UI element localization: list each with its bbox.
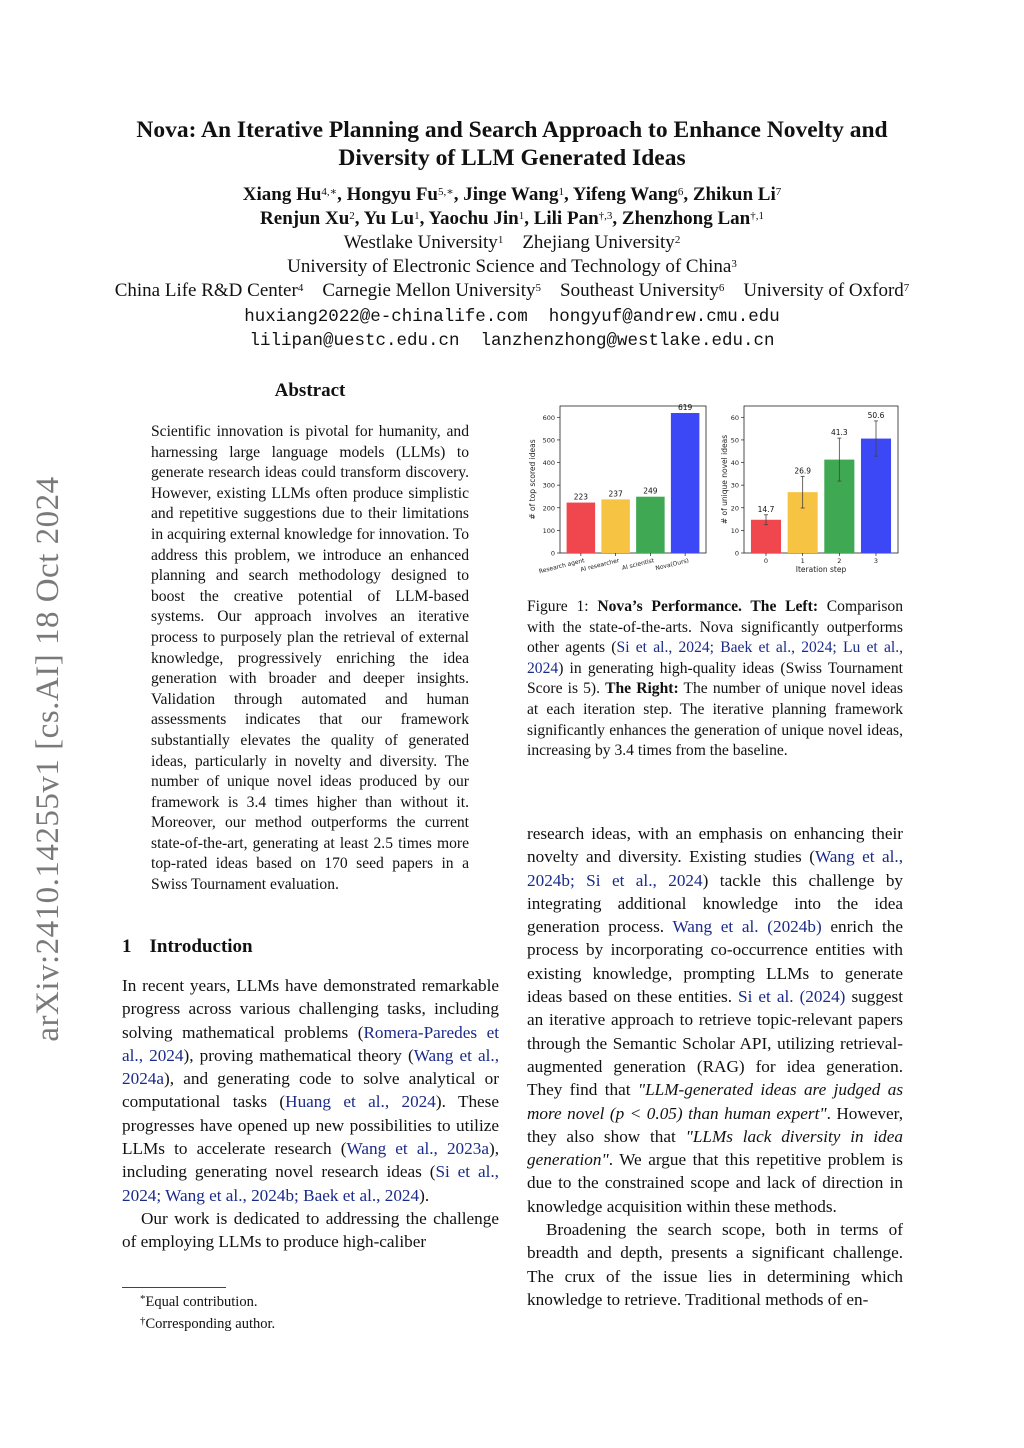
text-run: Figure 1:	[527, 598, 598, 615]
bar-nova-ours-	[671, 413, 700, 553]
list-entry-name: Jinge Wang	[463, 184, 559, 205]
figure-1-left-chart	[526, 400, 716, 575]
citation-link[interactable]: Wang et al., 2024a	[122, 1045, 499, 1089]
list-entry-name: Westlake University	[343, 232, 498, 253]
list-entry-sup: 6	[718, 282, 725, 294]
list-entry-name: China Life R&D Center	[114, 280, 298, 301]
x-tick-label: AI researcher	[579, 557, 621, 574]
data-label: 237	[608, 489, 623, 499]
data-label: 223	[573, 492, 589, 502]
data-label: 14.7	[757, 504, 775, 514]
citation-link[interactable]: Si et al., 2024; Wang et al., 2024b; Baek et al., 2024	[122, 1162, 499, 1205]
list-entry-sup: 5,∗	[438, 186, 454, 198]
bar-ai-researcher	[601, 499, 630, 553]
paper-title-line-2: Diversity of LLM Generated Ideas	[338, 145, 686, 171]
y-axis-label: # of unique novel ideas	[720, 434, 729, 525]
paragraph	[527, 822, 903, 1218]
list-entry-name: Xiang Hu	[242, 184, 322, 205]
emails-line-2: lilipan@uestc.edu.cn lanzhenzhong@westlake.edu.cn	[249, 331, 775, 351]
authors-line-1	[60, 183, 964, 207]
list-entry-sup: 7	[903, 282, 910, 294]
list-entry-sup: †,1	[750, 210, 764, 222]
text-run: ) tackle this challenge by integrating additional knowledge into the idea generation process.	[527, 870, 904, 937]
list-entry-sup: 7	[775, 186, 782, 198]
x-tick-label: AI scientist	[621, 557, 655, 572]
x-tick-label: Nova(Ours)	[654, 557, 690, 573]
y-tick-label: 400	[542, 459, 555, 468]
list-entry-name: Southeast University	[560, 280, 719, 301]
separator: ,	[453, 184, 464, 205]
separator: ,	[524, 208, 534, 229]
separator	[303, 280, 322, 301]
separator: ,	[337, 184, 347, 205]
section-title: Introduction	[149, 936, 253, 957]
text-run: ), proving mathematical theory (	[183, 1045, 414, 1065]
abstract-text: Scientific innovation is pivotal for humanity, and harnessing large language models (LLMs) to generate research ideas could transform discovery. However, existing LLMs often produce simplistic and repetitive suggestions due to their limitations in acquiring external knowledge for innovation. To address this problem, we introduce an enhanced planning and search methodology designed to boost the creative potential of LLM-based systems. Our approach involves an iterative process to purposely plan the retrieval of external knowledge, progressively enriching the idea generation with broader and deeper insights. Validation through automated and human assessments indicates that our framework substantially elevates the quality of generated ideas, particularly in novelty and diversity. The number of unique novel ideas produced by our framework is 3.4 times higher than without it. Moreover, our method outperforms the current state-of-the-art, generating at least 2.5 times more top-rated ideas based on 170 seed papers in a Swiss Tournament evaluation.	[151, 423, 469, 894]
separator: ,	[354, 208, 364, 229]
separator: ,	[419, 208, 429, 229]
text-run: ). These progresses have opened up new possibilities to utilize LLMs to accelerate research (	[122, 1092, 499, 1159]
paragraph	[122, 1207, 499, 1254]
bar-research-agent	[567, 503, 596, 553]
list-entry-name: Yifeng Wang	[572, 184, 678, 205]
arxiv-identifier: arXiv:2410.14255v1 [cs.AI] 18 Oct 2024	[30, 476, 66, 1042]
text-run: . We argue that this repetitive problem is due to the constrained scope and lack of direction in knowledge acquisition within these methods.	[527, 1150, 903, 1216]
y-axis-label: # of top scored ideas	[528, 439, 537, 520]
list-entry-name: Renjun Xu	[260, 208, 350, 229]
y-tick-label: 20	[730, 504, 739, 513]
y-tick-label: 30	[730, 481, 739, 490]
list-entry-sup: 3	[731, 258, 737, 270]
text-run: "LLMs lack diversity in idea generation"	[527, 1126, 903, 1170]
citation-link[interactable]: Si et al., 2024; Baek et al., 2024; Lu et al., 2024	[527, 639, 903, 677]
footnote-mark: †	[140, 1315, 146, 1327]
data-label: 50.6	[867, 410, 885, 420]
section-number: 1	[122, 936, 132, 957]
text-run: ).	[419, 1185, 430, 1205]
separator: ,	[612, 208, 622, 229]
list-entry-name: Zhejiang University	[522, 232, 675, 253]
separator	[541, 280, 560, 301]
right-column-body	[527, 822, 903, 1311]
text-run: suggest an iterative approach to retrieve topic-relevant papers through the Semantic Scholar API, utilizing retrieval-augmented generation (RAG) for idea generation. They find that	[527, 987, 903, 1100]
y-tick-label: 300	[542, 481, 555, 490]
text-run: Comparison with the state-of-the-arts. Nova significantly outperforms other agents (	[527, 598, 903, 657]
paragraph	[527, 1218, 903, 1311]
bar-ai-scientist	[636, 497, 665, 553]
citation-link[interactable]: Huang et al., 2024	[285, 1092, 436, 1112]
citation-link[interactable]: Wang et al., 2024b; Si et al., 2024	[527, 847, 903, 890]
x-tick-label: 2	[837, 557, 842, 565]
citation-link[interactable]: Wang et al. (2024b)	[672, 917, 822, 937]
list-entry-sup: 1	[414, 210, 420, 222]
list-entry-sup: 5	[535, 282, 541, 294]
list-entry-name: Zhikun Li	[692, 184, 776, 205]
y-tick-label: 600	[542, 413, 555, 422]
text-run: research ideas, with an emphasis on enhancing their novelty and diversity. Existing studies (	[527, 824, 903, 867]
list-entry-sup: †,3	[598, 210, 613, 222]
data-label: 41.3	[830, 428, 848, 438]
list-entry-sup: 4,∗	[321, 186, 338, 198]
paragraph	[122, 974, 499, 1207]
text-run: In recent years, LLMs have demonstrated remarkable progress across various challenging tasks, including solving mathematical problems (	[122, 976, 499, 1042]
footnote-rule	[122, 1287, 226, 1288]
x-tick-label: 0	[763, 557, 769, 565]
list-entry-sup: 1	[558, 186, 564, 198]
left-column-body	[122, 974, 499, 1254]
footnote-corresponding-author	[140, 1314, 275, 1334]
text-run: ), including generating novel research ideas (	[122, 1139, 499, 1182]
list-entry-name: Yu Lu	[363, 208, 415, 229]
paper-title-line-1: Nova: An Iterative Planning and Search Approach to Enhance Novelty and	[136, 117, 888, 143]
text-run: Nova’s Performance. The Left:	[597, 598, 819, 615]
emails-line-1: huxiang2022@e-chinalife.com hongyuf@andrew.cmu.edu	[244, 307, 780, 327]
list-entry-name: Lili Pan	[533, 208, 599, 229]
y-tick-label: 200	[542, 504, 555, 513]
data-label: 26.9	[794, 466, 812, 476]
y-tick-label: 0	[734, 549, 739, 558]
citation-link[interactable]: Romera-Paredes et al., 2024	[122, 1022, 499, 1065]
citation-link[interactable]: Si et al. (2024)	[738, 987, 846, 1007]
text-run: enrich the process by incorporating co-occurrence entities with existing knowledge, prompting LLMs to generate ideas based on these entities.	[527, 917, 903, 1007]
data-label: 619	[677, 403, 693, 413]
y-tick-label: 50	[730, 436, 739, 445]
list-entry-sup: 1	[518, 210, 525, 222]
list-entry-name: Hongyu Fu	[346, 184, 438, 205]
section-heading-introduction	[122, 936, 253, 958]
list-entry-name: Carnegie Mellon University	[322, 280, 536, 301]
footnote-equal-contribution	[140, 1292, 257, 1312]
text-run: "LLM-generated ideas are judged as more novel (p < 0.05) than human expert"	[527, 1080, 904, 1123]
separator	[724, 280, 743, 301]
authors-line-2	[60, 207, 964, 231]
list-entry-name: Zhenzhong Lan	[621, 208, 751, 229]
affiliations-line-2	[40, 255, 984, 279]
x-tick-label: 1	[800, 557, 805, 565]
text-run: The number of unique novel ideas at each iteration step. The iterative planning framework significantly enhances the generation of unique novel ideas, increasing by 3.4 times from the baseline.	[527, 680, 903, 760]
footnote-text: Equal contribution.	[145, 1294, 258, 1310]
footnote-text: Corresponding author.	[145, 1316, 276, 1332]
text-run: The Right:	[605, 680, 679, 698]
affiliations-line-3	[40, 279, 984, 303]
separator: ,	[563, 184, 573, 205]
list-entry-sup: 6	[677, 186, 684, 198]
y-tick-label: 0	[550, 549, 555, 558]
x-tick-label: Research agent	[538, 557, 586, 575]
text-run: Our work is dedicated to addressing the challenge of employing LLMs to produce high-caliber	[122, 1208, 499, 1252]
y-tick-label: 40	[730, 459, 739, 468]
separator: ,	[683, 184, 693, 205]
y-tick-label: 500	[542, 436, 555, 445]
footnote-mark: *	[140, 1293, 146, 1305]
x-tick-label: 3	[873, 557, 879, 565]
text-run: ), and generating code to solve analytical or computational tasks (	[122, 1069, 499, 1112]
list-entry-name: University of Electronic Science and Technology of China	[287, 256, 732, 277]
list-entry-name: University of Oxford	[743, 280, 904, 301]
text-run: ) in generating high-quality ideas (Swiss Tournament Score is 5).	[527, 659, 903, 698]
abstract-heading: Abstract	[274, 380, 346, 401]
list-entry-sup: 1	[497, 234, 504, 246]
figure-1-right-chart	[718, 400, 908, 575]
list-entry-name: Yaochu Jin	[428, 208, 519, 229]
text-run: Broadening the search scope, both in terms of breadth and depth, presents a significant challenge. The crux of the issue lies in determining which knowledge to retrieve. Traditional methods of en-	[527, 1220, 903, 1309]
separator	[503, 232, 522, 253]
y-tick-label: 10	[730, 526, 739, 535]
affiliations-line-1	[40, 231, 984, 255]
text-run: . However, they also show that	[527, 1103, 903, 1146]
list-entry-sup: 4	[297, 282, 304, 294]
paper-title	[60, 116, 964, 172]
y-tick-label: 100	[542, 526, 555, 535]
data-label: 249	[643, 486, 658, 496]
y-tick-label: 60	[730, 413, 739, 422]
list-entry-sup: 2	[674, 234, 681, 246]
x-axis-label: Iteration step	[795, 565, 847, 574]
list-entry-sup: 2	[349, 210, 355, 222]
citation-link[interactable]: Wang et al., 2023a	[346, 1139, 489, 1159]
figure-1-caption	[527, 597, 903, 762]
